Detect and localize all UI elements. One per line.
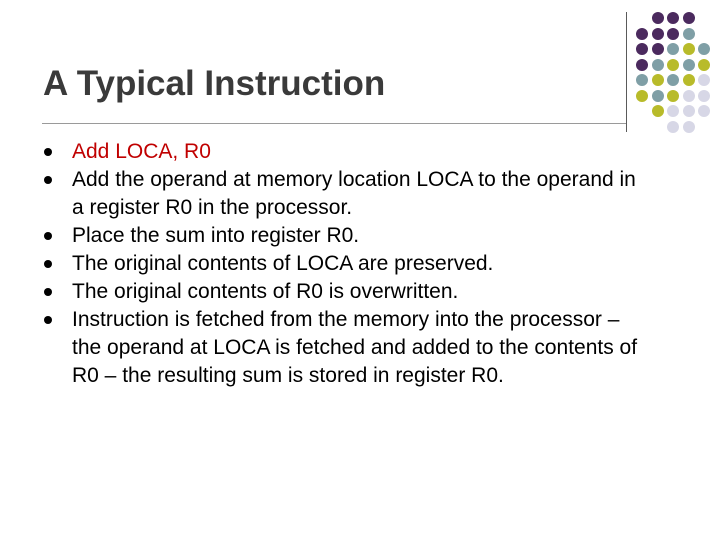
decorative-dot	[683, 43, 695, 55]
decorative-dot	[683, 121, 695, 133]
decorative-dot	[667, 74, 679, 86]
decorative-dot	[683, 59, 695, 71]
bullet-item	[0, 138, 650, 166]
bullet-dot-icon	[44, 288, 52, 296]
bullet-item	[0, 166, 650, 222]
bullet-dot-icon	[44, 232, 52, 240]
decorative-dot	[698, 59, 710, 71]
decorative-dot	[683, 12, 695, 24]
vertical-divider	[626, 12, 627, 132]
bullet-text: Place the sum into register R0.	[72, 224, 360, 247]
bullet-item	[0, 250, 650, 278]
decorative-dot	[698, 74, 710, 86]
decorative-dot	[636, 28, 648, 40]
decorative-dot	[652, 90, 664, 102]
decorative-dot	[698, 105, 710, 117]
decorative-dot	[683, 74, 695, 86]
decorative-dot	[652, 43, 664, 55]
decorative-dot	[667, 105, 679, 117]
bullet-dot-icon	[44, 316, 52, 324]
bullet-item	[0, 278, 650, 306]
decorative-dot	[636, 43, 648, 55]
decorative-dot	[698, 90, 710, 102]
decorative-dot	[667, 12, 679, 24]
bullet-list	[0, 138, 650, 390]
decorative-dot	[667, 43, 679, 55]
bullet-dot-icon	[44, 148, 52, 156]
decorative-dot	[652, 74, 664, 86]
bullet-text: Add LOCA, R0	[72, 140, 211, 163]
decorative-dot	[667, 28, 679, 40]
decorative-dot	[652, 105, 664, 117]
decorative-dot	[636, 59, 648, 71]
decorative-dot	[683, 90, 695, 102]
decorative-dot	[652, 59, 664, 71]
decorative-dot	[667, 59, 679, 71]
decorative-dot	[667, 90, 679, 102]
decorative-dot	[683, 105, 695, 117]
bullet-dot-icon	[44, 260, 52, 268]
decorative-dot	[636, 90, 648, 102]
bullet-text: Instruction is fetched from the memory into the processor – the operand at LOCA is fetched and added to the contents of R0 – the resulting sum is stored in register R0.	[72, 308, 638, 387]
bullet-item	[0, 222, 650, 250]
decorative-dot	[652, 28, 664, 40]
decorative-dot	[683, 28, 695, 40]
decorative-dot	[698, 43, 710, 55]
bullet-text: The original contents of R0 is overwritten.	[72, 280, 459, 303]
slide-title: A Typical Instruction	[43, 64, 386, 103]
decorative-dot	[667, 121, 679, 133]
bullet-text: The original contents of LOCA are preserved.	[72, 252, 494, 275]
decorative-dot	[652, 12, 664, 24]
bullet-item	[0, 306, 650, 390]
bullet-dot-icon	[44, 176, 52, 184]
decorative-dot	[636, 74, 648, 86]
title-divider	[42, 123, 626, 124]
bullet-text: Add the operand at memory location LOCA to the operand in a register R0 in the processor.	[72, 168, 636, 219]
